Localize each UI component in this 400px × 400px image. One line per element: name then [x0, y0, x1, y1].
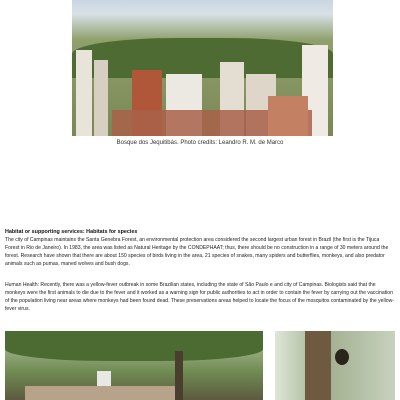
park-photo: [5, 331, 263, 400]
tree-monkey-photo: [275, 331, 395, 400]
city-skyline-photo: [72, 0, 333, 136]
photo-caption: Bosque dos Jequitibás. Photo credits: Leandro R. M. de Marco: [116, 140, 284, 146]
paragraph-habitat: The city of Campinas maintains the Santa Genebra Forest, an environmental protection area considered the second largest urban forest in Brazil (the first is the Tijuca Forest in Rio de Janeiro). In 1983, the area was listed as Natural Heritage by the CONDEPHAAT; thus, there should be no construction in a range of 30 meters around the forest. Research have shown that there are about 150 species of birds living in the area, 21 species of snakes, many spiders and butterflies, monkeys, and also predator animals such as pumas, maned wolves and bush dogs.: [5, 237, 389, 268]
section-heading: Habitat or supporting services: Habitats for species: [5, 229, 138, 235]
paragraph-human-health: Human Health: Recently, there was a yellow-fever outbreak in some Brazilian states, including the state of São Paulo e and city of Campinas. Biologists said that the monkeys were the first animals to die due to the fever and it worked as a warning sign for public authorities to act in order to contain the fever by carrying out the vaccination of the population living near areas where monkeys had been found dead. These preservations areas helped to locate the focus of the mosquitos contaminated by the yellow-fever virus.: [5, 282, 394, 313]
